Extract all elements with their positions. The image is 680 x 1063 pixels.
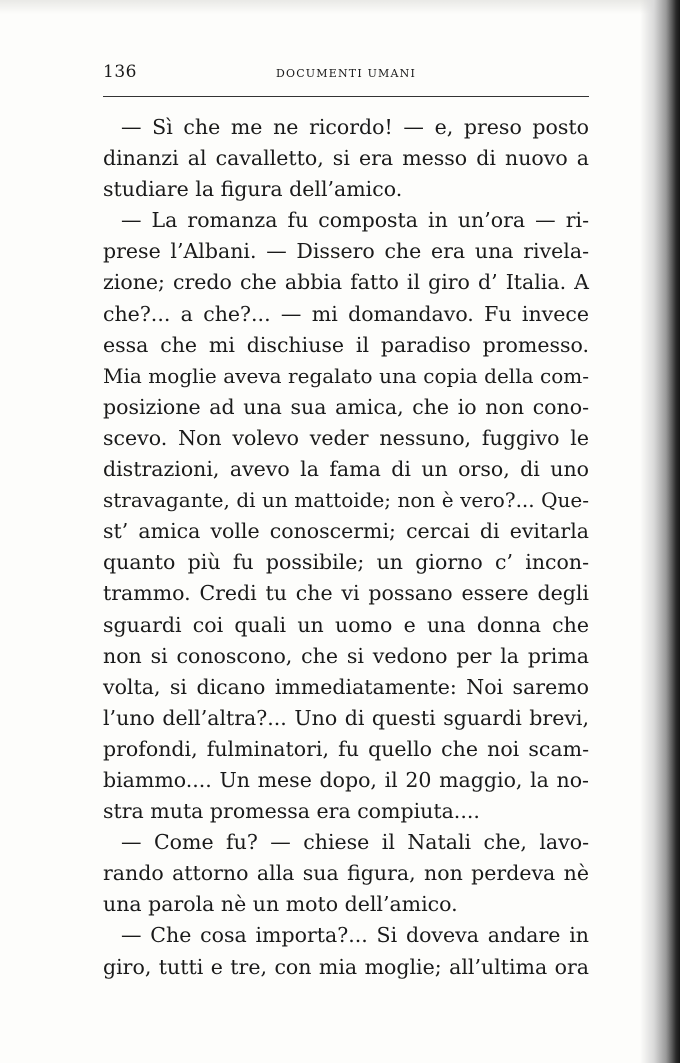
- text-line: profondi, fulminatori, fu quello che noi scam-: [103, 736, 589, 761]
- header-rule: [103, 96, 589, 97]
- text-line: che?... a che?... — mi domandavo. Fu invece: [103, 301, 589, 326]
- page-number: 136: [103, 62, 137, 82]
- page-top-edge: [0, 0, 680, 14]
- body-text: [103, 112, 589, 983]
- text-line: giro, tutti e tre, con mia moglie; all’ultima ora: [103, 954, 589, 979]
- text-line: — Sì che me ne ricordo! — e, preso posto: [121, 115, 589, 139]
- text-line: l’uno dell’altra?... Uno di questi sguardi brevi,: [103, 705, 589, 730]
- text-line: rando attorno alla sua figura, non perdeva nè: [103, 861, 589, 886]
- text-line: dinanzi al cavalletto, si era messo di nuovo a: [103, 146, 589, 171]
- text-line: — Che cosa importa?... Si doveva andare in: [121, 923, 589, 948]
- text-line: distrazioni, avevo la fama di un orso, di uno: [103, 457, 589, 482]
- text-line: biammo.... Un mese dopo, il 20 maggio, la no-: [103, 767, 589, 792]
- text-line: stra muta promessa era compiuta....: [103, 799, 480, 824]
- text-line: — Come fu? — chiese il Natali che, lavo-: [121, 830, 589, 855]
- text-line: Mia moglie aveva regalato una copia della com-: [103, 363, 589, 388]
- text-line: studiare la figura dell’amico.: [103, 177, 403, 202]
- text-line: sguardi coi quali un uomo e una donna che: [103, 612, 589, 637]
- text-line: st’ amica volle conoscermi; cercai di evitarla: [103, 519, 589, 544]
- text-line: scevo. Non volevo veder nessuno, fuggivo le: [103, 425, 589, 450]
- text-line: una parola nè un moto dell’amico.: [103, 892, 458, 917]
- page-header: [103, 60, 589, 88]
- text-line: trammo. Credi tu che vi possano essere degli: [103, 581, 589, 606]
- text-line: — La romanza fu composta in un’ora — ri-: [121, 208, 589, 233]
- text-line: non si conoscono, che si vedono per la prima: [103, 643, 589, 668]
- text-line: posizione ad una sua amica, che io non cono-: [103, 394, 589, 419]
- text-line: prese l’Albani. — Dissero che era una rivela-: [103, 239, 589, 264]
- book-spine-shadow: [640, 0, 680, 1063]
- text-line: zione; credo che abbia fatto il giro d’ Italia. A: [103, 270, 589, 295]
- text-line: essa che mi dischiuse il paradiso promesso.: [103, 332, 589, 357]
- text-line: quanto più fu possibile; un giorno c’ incon-: [103, 550, 589, 575]
- running-title: DOCUMENTI UMANI: [275, 67, 417, 80]
- text-line: volta, si dicano immediatamente: Noi saremo: [103, 674, 589, 699]
- text-line: stravagante, di un mattoide; non è vero?... Que-: [103, 488, 589, 513]
